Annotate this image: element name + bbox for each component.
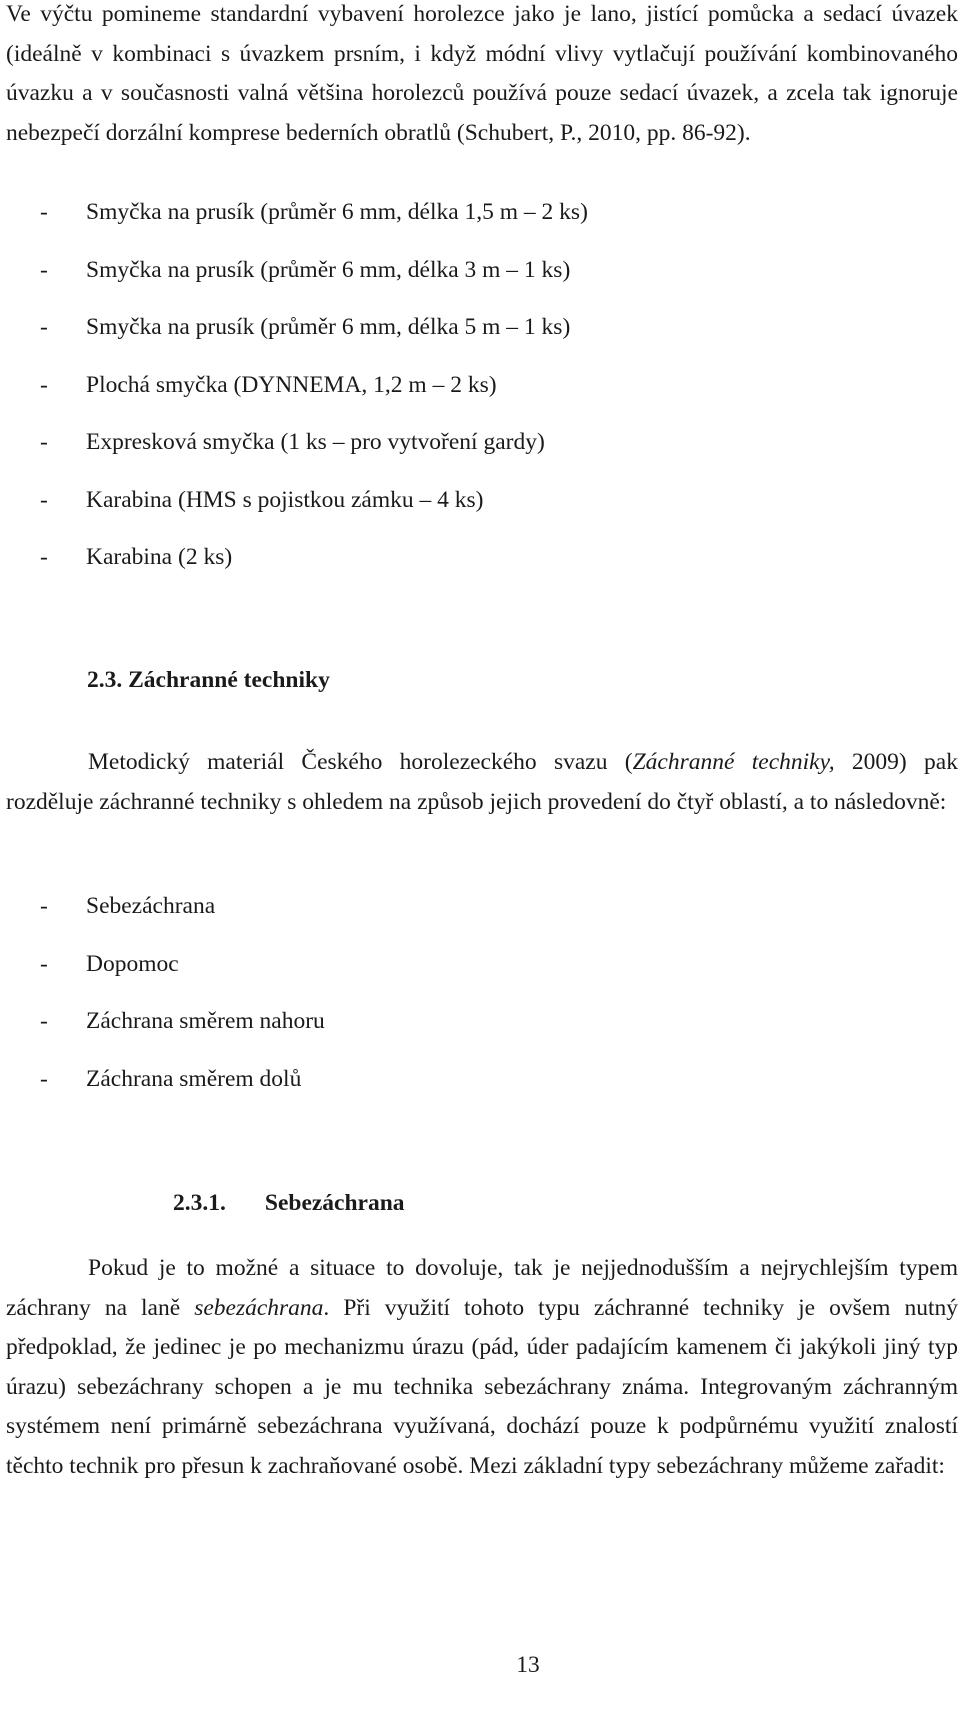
list-dash: - bbox=[40, 486, 48, 513]
list-dash: - bbox=[40, 256, 48, 283]
list-item-text: Plochá smyčka (DYNNEMA, 1,2 m – 2 ks) bbox=[86, 371, 497, 398]
list-dash: - bbox=[40, 1008, 48, 1034]
self-rescue-paragraph bbox=[6, 1249, 958, 1486]
list-dash: - bbox=[40, 371, 48, 398]
list-item bbox=[40, 1003, 325, 1061]
list-item bbox=[40, 1061, 325, 1119]
list-item bbox=[40, 424, 588, 482]
intro-paragraph: Ve výčtu pomineme standardní vybavení horolezce jako je lano, jistící pomůcka a sedací úvazek (ideálně v kombinaci s úvazkem prsním, i když módní vlivy vytlačují používání kombinovaného úvazku a v současnosti valná většina horolezců používá pouze sedací úvazek, a zcela tak ignoruje nebezpečí dorzální komprese bederních obratlů (Schubert, P., 2010, pp. 86-92). bbox=[6, 1, 958, 146]
list-item bbox=[40, 309, 588, 367]
list-item-text: Smyčka na prusík (průměr 6 mm, délka 5 m – 1 ks) bbox=[86, 314, 571, 340]
list-item bbox=[40, 482, 588, 540]
list-dash: - bbox=[40, 314, 48, 340]
section-title: Sebezáchrana bbox=[264, 1190, 405, 1216]
paragraph-text: 2009) pak rozděluje záchranné techniky s ohledem na způsob jejich provedení do čtyř oblastí, a to následovně: bbox=[6, 749, 958, 815]
list-item bbox=[40, 888, 325, 946]
equipment-list bbox=[40, 194, 588, 597]
section-number: 2.3. bbox=[87, 667, 123, 693]
emphasized-term: sebezáchrana bbox=[194, 1294, 324, 1321]
list-item-text: Expresková smyčka (1 ks – pro vytvoření gardy) bbox=[86, 429, 545, 455]
list-dash: - bbox=[40, 893, 48, 919]
list-item-text: Dopomoc bbox=[86, 950, 179, 977]
list-dash: - bbox=[40, 429, 48, 455]
paragraph-text: Metodický materiál Českého horolezeckého svazu ( bbox=[88, 749, 633, 775]
paragraph-text: . Při využití tohoto typu záchranné techniky je ovšem nutný předpoklad, že jedinec je po mechanizmu úrazu (pád, úder padajícím kamenem či jakýkoli jiný typ úrazu) sebezáchrany schopen a je mu technika sebezáchrany známa. Integrovaným záchranným systémem není primárně sebezáchrana využívaná, dochází pouze k podpůrnému využití znalostí těchto technik pro přesun k zachraňované osobě. Mezi základní typy sebezáchrany můžeme zařadit: bbox=[6, 1294, 958, 1479]
list-item-text: Smyčka na prusík (průměr 6 mm, délka 3 m – 1 ks) bbox=[86, 256, 571, 283]
cited-title: Záchranné techniky, bbox=[632, 749, 835, 775]
list-item-text: Smyčka na prusík (průměr 6 mm, délka 1,5 m – 2 ks) bbox=[86, 199, 588, 225]
list-dash: - bbox=[40, 544, 48, 570]
section-heading-2-3 bbox=[87, 667, 330, 694]
section-heading-2-3-1 bbox=[173, 1190, 405, 1217]
list-item bbox=[40, 194, 588, 252]
list-item bbox=[40, 946, 325, 1004]
list-dash: - bbox=[40, 950, 48, 977]
section-number: 2.3.1. bbox=[173, 1190, 226, 1216]
list-item bbox=[40, 539, 588, 597]
list-item-text: Záchrana směrem nahoru bbox=[86, 1008, 325, 1034]
section-title: Záchranné techniky bbox=[128, 667, 330, 693]
list-item-text: Záchrana směrem dolů bbox=[86, 1065, 302, 1092]
page-number: 13 bbox=[516, 1652, 540, 1678]
rescue-techniques-list bbox=[40, 888, 325, 1118]
list-dash: - bbox=[40, 1065, 48, 1092]
methodology-paragraph bbox=[6, 743, 958, 822]
list-item-text: Karabina (2 ks) bbox=[86, 544, 233, 570]
list-item-text: Sebezáchrana bbox=[86, 893, 216, 919]
list-item bbox=[40, 252, 588, 310]
list-item-text: Karabina (HMS s pojistkou zámku – 4 ks) bbox=[86, 486, 484, 513]
paragraph-text: Pokud je to možné a situace to dovoluje, tak je nejjednodušším a nejrychlejším typem záchrany na laně bbox=[6, 1255, 958, 1321]
list-dash: - bbox=[40, 199, 48, 225]
list-item bbox=[40, 367, 588, 425]
